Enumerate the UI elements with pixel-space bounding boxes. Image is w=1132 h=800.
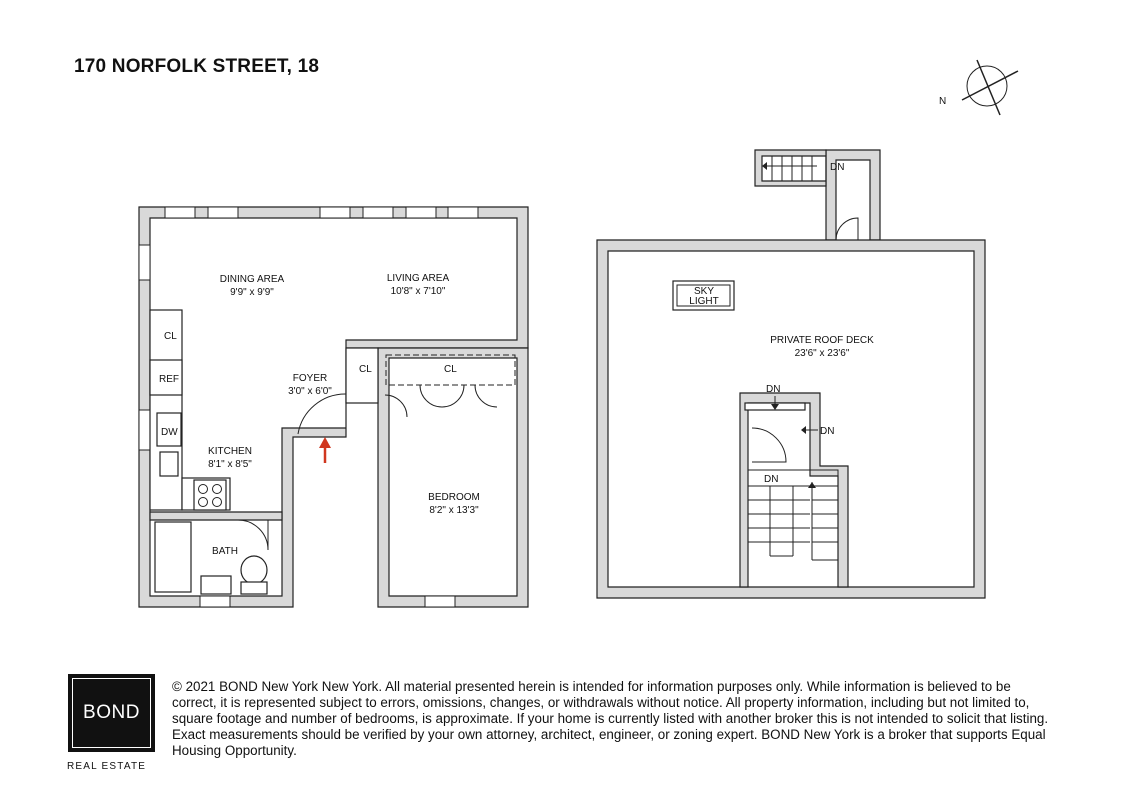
entry-arrow-icon <box>319 437 331 463</box>
living-area-label: LIVING AREA <box>386 273 450 284</box>
foyer-closet-label: CL <box>359 364 372 375</box>
kitchen-label: KITCHEN <box>208 446 252 457</box>
disclaimer-text: © 2021 BOND New York New York. All material presented herein is intended for information purposes only. While information is believed to be correct, it is represented subject to errors, omissions, changes, or withdrawals without notice. All property information, including but not limited to, square footage and number of bedrooms, is approximate. If your home is currently listed with another broker this is not intended to solicit that listing. Exact measurements should be verified by your own attorney, architect, engineer, or zoning expert. BOND New York is a broker that supports Equal Housing Opportunity. <box>172 679 1049 758</box>
roof-deck-dims: 23'6" x 23'6" <box>794 348 850 359</box>
stairs-down-top: DN <box>830 162 845 173</box>
compass-icon <box>939 60 1018 115</box>
bond-logo <box>68 674 155 752</box>
dining-area-label: DINING AREA <box>219 274 285 285</box>
foyer-dims: 3'0" x 6'0" <box>288 386 332 397</box>
bedroom-closet-label: CL <box>444 364 457 375</box>
bond-logo-text: BOND <box>72 678 151 748</box>
refrigerator-label: REF <box>159 374 179 385</box>
bedroom-walls <box>378 348 528 607</box>
dining-area-dims: 9'9" x 9'9" <box>230 287 274 298</box>
roof-deck-plan <box>597 150 985 598</box>
roof-deck-label: PRIVATE ROOF DECK <box>770 335 874 346</box>
compass-north-label: N <box>939 96 947 107</box>
stairs-down-side: DN <box>820 426 835 437</box>
stairs-down-lower: DN <box>764 474 779 485</box>
sink-icon <box>201 576 231 594</box>
foyer-label: FOYER <box>292 373 328 384</box>
kitchen-closet-label: CL <box>164 331 177 342</box>
skylight-label-1: SKY <box>693 286 715 297</box>
stairs-down-upper: DN <box>766 384 781 395</box>
logo-subtitle: REAL ESTATE <box>67 761 147 772</box>
apartment-plan <box>139 207 528 607</box>
bath-label: BATH <box>212 546 238 557</box>
page-title: 170 NORFOLK STREET, 18 <box>74 56 320 77</box>
kitchen-dims: 8'1" x 8'5" <box>208 459 252 470</box>
roof-deck-walls <box>597 240 985 598</box>
bedroom-label: BEDROOM <box>428 492 480 503</box>
toilet-icon <box>241 556 267 584</box>
bedroom-dims: 8'2" x 13'3" <box>429 505 479 516</box>
living-area-dims: 10'8" x 7'10" <box>390 286 446 297</box>
stove-icon <box>194 480 226 510</box>
dishwasher-label: DW <box>161 427 178 438</box>
bathtub-icon <box>155 522 191 592</box>
apartment-walls <box>139 207 528 607</box>
skylight-label-2: LIGHT <box>689 296 719 307</box>
